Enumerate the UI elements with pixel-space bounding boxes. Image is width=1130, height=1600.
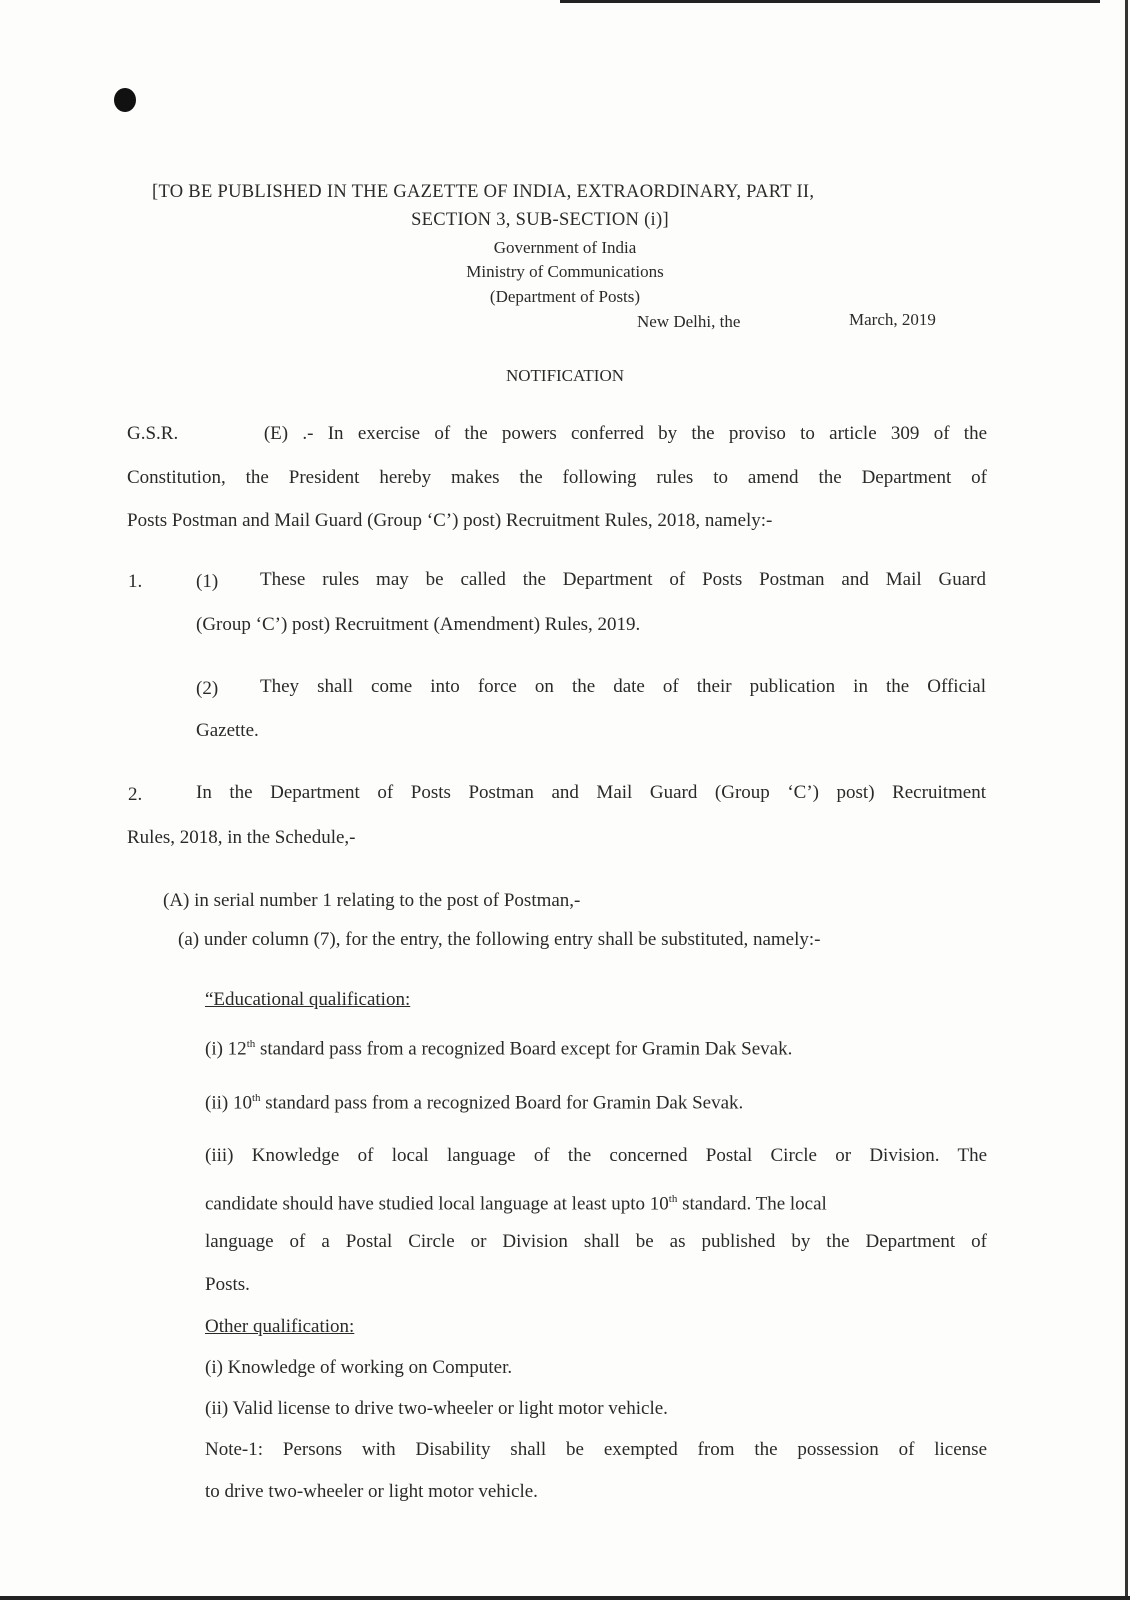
rule1-sub2-text: They shall come into force on the date of their publication in the Official — [260, 676, 986, 697]
edu-text: standard pass from a recognized Board for Gramin Dak Sevak. — [260, 1092, 744, 1114]
other-item: (ii) Valid license to drive two-wheeler or light motor vehicle. — [205, 1398, 668, 1419]
issuer-ministry: Ministry of Communications — [466, 262, 664, 281]
other-item: (i) Knowledge of working on Computer. — [205, 1357, 513, 1378]
rule2-number: 2. — [128, 784, 143, 805]
issuer-department: (Department of Posts) — [489, 287, 641, 306]
gazette-header-line1: [TO BE PUBLISHED IN THE GAZETTE OF INDIA, EXTRAORDINARY, PART II, — [152, 182, 815, 202]
edu-sup: th — [251, 1092, 261, 1104]
scan-border-bottom — [0, 1596, 1130, 1600]
rule2-text: In the Department of Posts Postman and Mail Guard (Group ‘C’) post) Recruitment — [196, 782, 986, 803]
rule1-number: 1. — [128, 571, 143, 592]
rule1-sub1-text: These rules may be called the Department of Posts Postman and Mail Guard — [260, 569, 986, 590]
edu-item — [205, 1187, 987, 1216]
edu-sup: th — [668, 1193, 678, 1205]
edu-item — [205, 1032, 792, 1061]
issuer-government: Government of India — [493, 238, 637, 257]
rule2-sub-a: (a) under column (7), for the entry, the following entry shall be substituted, namely:- — [178, 929, 821, 950]
rule1-sub1-text: (Group ‘C’) post) Recruitment (Amendment) Rules, 2019. — [196, 614, 641, 635]
preamble-line: Posts Postman and Mail Guard (Group ‘C’) post) Recruitment Rules, 2018, namely:- — [127, 510, 773, 531]
edu-sup: th — [246, 1038, 256, 1050]
rule1-sub1-label: (1) — [196, 571, 219, 592]
scan-border-right — [1125, 0, 1128, 1600]
scan-border-top — [560, 0, 1100, 3]
educational-qualification-heading: “Educational qualification: — [205, 989, 411, 1010]
rule2-item-a: (A) in serial number 1 relating to the post of Postman,- — [163, 890, 581, 911]
edu-item — [205, 1086, 743, 1115]
place: New Delhi, the — [637, 312, 741, 331]
note-1: to drive two-wheeler or light motor vehicle. — [205, 1481, 538, 1502]
date: March, 2019 — [849, 310, 936, 329]
edu-text: candidate should have studied local language at least upto 10 — [205, 1193, 669, 1215]
edu-item: (iii) Knowledge of local language of the concerned Postal Circle or Division. The — [205, 1145, 987, 1166]
note-1: Note-1: Persons with Disability shall be exempted from the possession of license — [205, 1439, 987, 1460]
notification-title: NOTIFICATION — [505, 366, 625, 385]
other-qualification-heading: Other qualification: — [205, 1316, 355, 1337]
edu-text: standard pass from a recognized Board except for Gramin Dak Sevak. — [255, 1038, 793, 1060]
edu-text: (i) 12 — [205, 1038, 247, 1060]
gazette-header-line2: SECTION 3, SUB-SECTION (i)] — [411, 210, 669, 230]
edu-text: standard. The local — [677, 1193, 827, 1215]
preamble-line: G.S.R. (E) .- In exercise of the powers conferred by the proviso to article 309 of the — [127, 423, 987, 444]
rule2-text: Rules, 2018, in the Schedule,- — [127, 827, 356, 848]
edu-text: (ii) 10 — [205, 1092, 252, 1114]
preamble-line: Constitution, the President hereby makes the following rules to amend the Department of — [127, 467, 987, 488]
edu-text — [205, 1187, 827, 1216]
rule1-sub2-label: (2) — [196, 678, 219, 699]
punch-hole-mark — [114, 88, 136, 112]
edu-item: Posts. — [205, 1274, 250, 1295]
rule1-sub2-text: Gazette. — [196, 720, 259, 741]
edu-item: language of a Postal Circle or Division shall be as published by the Department of — [205, 1231, 987, 1252]
